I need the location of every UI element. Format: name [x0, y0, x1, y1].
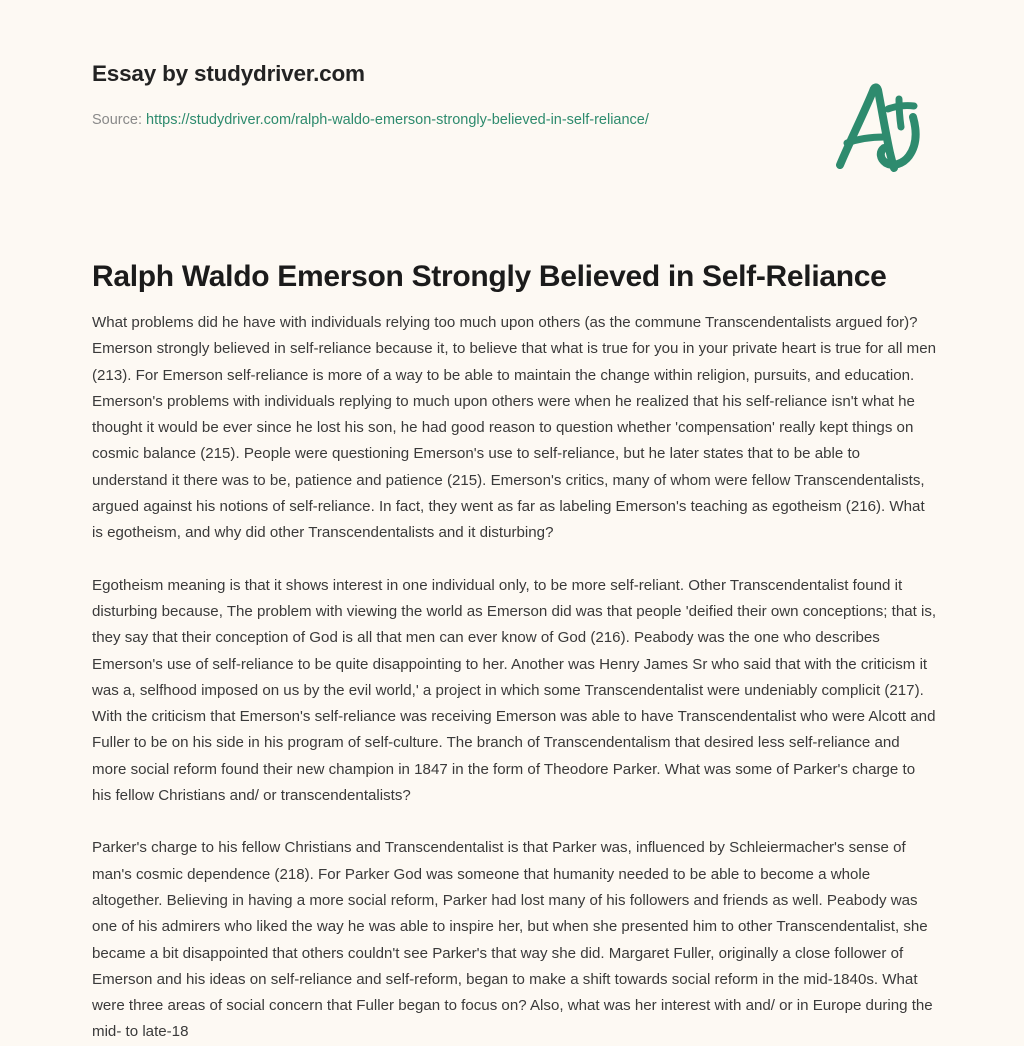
a-plus-logo-icon [820, 73, 932, 177]
source-label: Source: [92, 111, 142, 128]
studydriver-logo [816, 70, 936, 180]
paragraph: Egotheism meaning is that it shows interest in one individual only, to be more self-reliant. Other Transcendentalist found it disturbing because, The problem with viewing the world as Emerson did was that people 'deified their own conceptions; that is, they say that their conception of God is all that men can ever know of God (216). Peabody was the one who describes Emerson's use of self-reliance to be quite disappointing to her. Another was Henry James Sr who said that with the criticism it was a, selfhood imposed on us by the evil world,' a project in which some Transcendentalist were undeniably complicit (217). With the criticism that Emerson's self-reliance was receiving Emerson was able to have Transcendentalist who were Alcott and Fuller to be on his side in his program of self-culture. The branch of Transcendentalism that desired less self-reliance and more social reform found their new champion in 1847 in the form of Theodore Parker. What was some of Parker's charge to his fellow Christians and/ or transcendentalists? [92, 576, 937, 805]
brand-byline: Essay by studydriver.com [92, 61, 365, 86]
page-header [0, 0, 1024, 196]
source-url-link[interactable]: https://studydriver.com/ralph-waldo-emerson-strongly-believed-in-self-reliance/ [146, 111, 649, 128]
paragraph: Parker's charge to his fellow Christians and Transcendentalist is that Parker was, influenced by Schleiermacher's sense of man's cosmic dependence (218). For Parker God was someone that humanity needed to be able to become a whole altogether. Believing in having a more social reform, Parker had lost many of his followers and friends as well. Peabody was one of his admirers who liked the way he was able to inspire her, but when she presented him to other Transcendentalist, she became a bit disappointed that others couldn't see Parker's that way she did. Margaret Fuller, originally a close follower of Emerson and his ideas on self-reliance and self-reform, began to make a shift towards social reform in the mid-1840s. What were three areas of social concern that Fuller began to focus on? Also, what was her interest with and/ or in Europe during the mid- to late-18 [92, 839, 933, 1041]
essay-body [92, 310, 937, 1046]
header-left-group [92, 62, 649, 129]
paragraph: What problems did he have with individuals relying too much upon others (as the commune Transcendentalists argued for)? Emerson strongly believed in self-reliance because it, to believe that what is true for you in your private heart is true for all men (213). For Emerson self-reliance is more of a way to be able to maintain the change within religion, pursuits, and education. Emerson's problems with individuals replying to much upon others were when he realized that his self-reliance isn't what he thought it would be ever since he lost his son, he had good reason to question whether 'compensation' really kept things on cosmic balance (215). People were questioning Emerson's use to self-reliance, but he later states that to be able to understand it there was to be, patience and patience (215). Emerson's critics, many of whom were fellow Transcendentalists, argued against his notions of self-reliance. In fact, they went as far as labeling Emerson's teaching as egotheism (216). What is egotheism, and why did other Transcendentalists and it disturbing? [92, 314, 936, 542]
source-line [92, 112, 649, 129]
page-title: Ralph Waldo Emerson Strongly Believed in Self-Reliance [92, 260, 887, 294]
